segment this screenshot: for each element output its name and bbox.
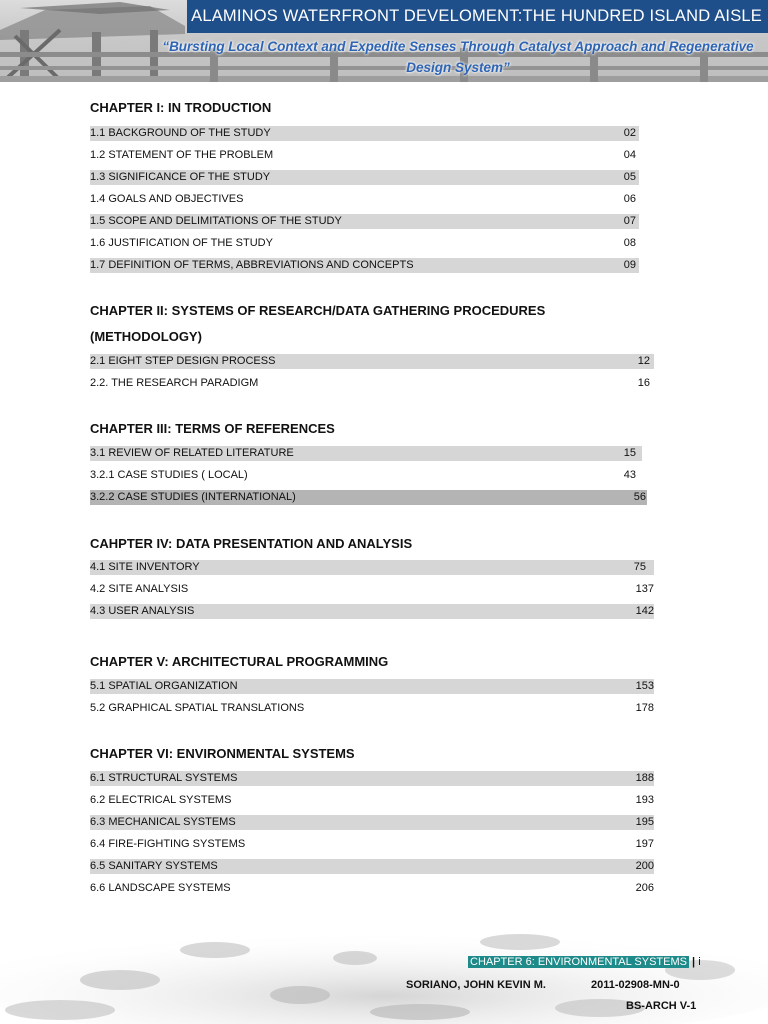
toc-entry-page: 200: [635, 860, 654, 872]
footer-chapter-label: [468, 955, 701, 970]
toc-entry-label: 1.5 SCOPE AND DELIMITATIONS OF THE STUDY: [90, 215, 342, 227]
toc-entry-label: 1.2 STATEMENT OF THE PROBLEM: [90, 149, 274, 161]
toc-entry-page: 08: [623, 237, 636, 249]
toc-entry-page: 137: [635, 583, 654, 595]
toc-entry-page: 153: [635, 680, 654, 692]
toc-entry-page: 16: [637, 377, 650, 389]
toc-entry: [90, 815, 654, 830]
toc-entry: [90, 354, 654, 369]
toc-entry-label: 5.2 GRAPHICAL SPATIAL TRANSLATIONS: [90, 702, 305, 714]
document-title: ALAMINOS WATERFRONT DEVELOMENT:THE HUNDRED ISLAND AISLE: [187, 0, 768, 33]
document-subtitle: “Bursting Local Context and Expedite Senses Through Catalyst Approach and Regenerative Design System”: [162, 39, 754, 75]
toc-entry-page: 75: [633, 561, 646, 573]
footer-page-number: i: [698, 956, 701, 968]
toc-entry-page: 12: [637, 355, 650, 367]
footer-student-id: 2011-02908-MN-0: [591, 979, 680, 991]
toc-entry-page: 05: [623, 171, 636, 183]
toc-entry-label: 6.6 LANDSCAPE SYSTEMS: [90, 882, 231, 894]
toc-entry-page: 142: [635, 605, 654, 617]
toc-entry-label: 3.2.2 CASE STUDIES (INTERNATIONAL): [90, 491, 296, 503]
toc-entry: [90, 701, 654, 716]
toc-entry: [90, 793, 654, 808]
toc-entry-page: 193: [635, 794, 654, 806]
header-banner: [0, 0, 768, 82]
page-footer: [0, 920, 768, 1024]
toc-entry: [90, 881, 654, 896]
toc-entry-label: 6.5 SANITARY SYSTEMS: [90, 860, 218, 872]
toc-entry-page: 56: [633, 491, 646, 503]
toc-entry: [90, 837, 654, 852]
toc-entry-page: 188: [635, 772, 654, 784]
toc-entry-label: 4.3 USER ANALYSIS: [90, 605, 195, 617]
toc-entry: [90, 582, 654, 597]
toc-entry: [90, 468, 642, 483]
toc-entry-page: 197: [635, 838, 654, 850]
toc-entry: [90, 490, 647, 505]
chapter-4-title: CAHPTER IV: DATA PRESENTATION AND ANALYSIS: [90, 536, 413, 551]
toc-entry-label: 1.3 SIGNIFICANCE OF THE STUDY: [90, 171, 271, 183]
toc-entry-page: 09: [623, 259, 636, 271]
chapter-2-title: CHAPTER II: SYSTEMS OF RESEARCH/DATA GATHERING PROCEDURES: [90, 303, 546, 318]
footer-separator: |: [692, 956, 696, 968]
toc-entry-label: 1.1 BACKGROUND OF THE STUDY: [90, 127, 271, 139]
toc-entry-label: 1.4 GOALS AND OBJECTIVES: [90, 193, 244, 205]
toc-entry-label: 4.1 SITE INVENTORY: [90, 561, 200, 573]
footer-chapter-highlight: CHAPTER 6: ENVIRONMENTAL SYSTEMS: [470, 956, 687, 968]
toc-entry: [90, 604, 654, 619]
footer-course: BS-ARCH V-1: [626, 1000, 697, 1012]
toc-entry-label: 3.2.1 CASE STUDIES ( LOCAL): [90, 469, 248, 481]
toc-entry: [90, 214, 639, 229]
chapter-3-title: CHAPTER III: TERMS OF REFERENCES: [90, 421, 335, 436]
toc-entry: [90, 376, 654, 391]
toc-entry-label: 1.7 DEFINITION OF TERMS, ABBREVIATIONS AND CONCEPTS: [90, 259, 414, 271]
chapter-6-title: CHAPTER VI: ENVIRONMENTAL SYSTEMS: [90, 746, 355, 761]
toc-entry-page: 178: [635, 702, 654, 714]
toc-entry-label: 6.3 MECHANICAL SYSTEMS: [90, 816, 236, 828]
toc-entry-page: 195: [635, 816, 654, 828]
toc-entry-label: 4.2 SITE ANALYSIS: [90, 583, 189, 595]
toc-entry: [90, 192, 639, 207]
toc-entry-label: 1.6 JUSTIFICATION OF THE STUDY: [90, 237, 273, 249]
toc-entry: [90, 170, 639, 185]
toc-entry: [90, 560, 654, 575]
chapter-2-title-continued: (METHODOLOGY): [90, 329, 202, 344]
toc-entry: [90, 679, 654, 694]
toc-entry-page: 02: [623, 127, 636, 139]
toc-entry-label: 2.1 EIGHT STEP DESIGN PROCESS: [90, 355, 276, 367]
toc-entry: [90, 236, 639, 251]
toc-entry-label: 2.2. THE RESEARCH PARADIGM: [90, 377, 259, 389]
toc-entry-label: 6.1 STRUCTURAL SYSTEMS: [90, 772, 238, 784]
toc-entry-page: 43: [623, 469, 636, 481]
toc-entry-page: 206: [635, 882, 654, 894]
footer-author: SORIANO, JOHN KEVIN M.: [406, 979, 546, 991]
chapter-5-title: CHAPTER V: ARCHITECTURAL PROGRAMMING: [90, 654, 389, 669]
toc-entry: [90, 446, 642, 461]
chapter-1-title: CHAPTER I: IN TRODUCTION: [90, 100, 272, 115]
toc-entry: [90, 859, 654, 874]
toc-entry-page: 04: [623, 149, 636, 161]
toc-entry-label: 6.2 ELECTRICAL SYSTEMS: [90, 794, 232, 806]
toc-entry: [90, 258, 639, 273]
toc-entry-page: 15: [623, 447, 636, 459]
toc-entry-label: 6.4 FIRE-FIGHTING SYSTEMS: [90, 838, 246, 850]
toc-entry: [90, 771, 654, 786]
toc-entry: [90, 148, 639, 163]
toc-entry-page: 06: [623, 193, 636, 205]
toc-entry-page: 07: [623, 215, 636, 227]
toc-entry: [90, 126, 639, 141]
toc-entry-label: 5.1 SPATIAL ORGANIZATION: [90, 680, 238, 692]
toc-entry-label: 3.1 REVIEW OF RELATED LITERATURE: [90, 447, 294, 459]
